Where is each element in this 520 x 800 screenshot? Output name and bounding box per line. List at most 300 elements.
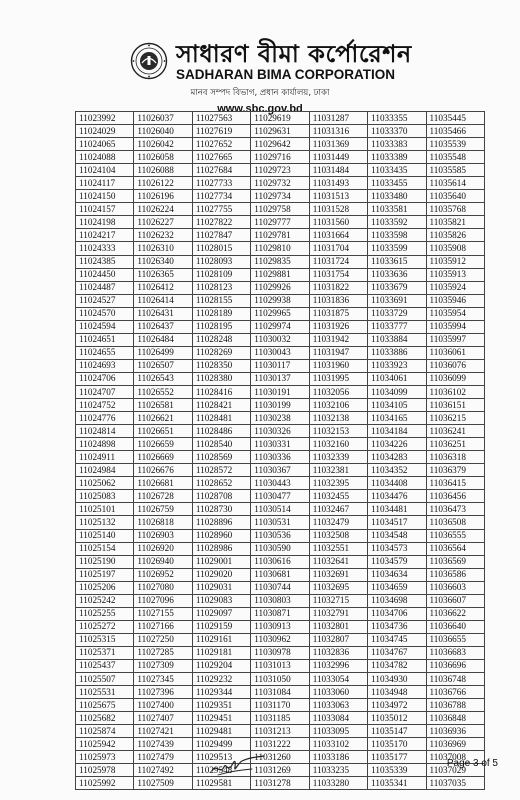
roll-number-cell: 11024706 xyxy=(76,372,134,385)
roll-number-cell: 11027250 xyxy=(134,633,192,646)
roll-number-cell: 11031084 xyxy=(251,686,309,699)
roll-number-cell: 11026412 xyxy=(134,281,192,294)
roll-number-cell: 11035339 xyxy=(368,764,426,777)
roll-number-cell: 11026759 xyxy=(134,503,192,516)
roll-number-cell: 11031050 xyxy=(251,673,309,686)
roll-number-cell: 11035768 xyxy=(426,203,484,216)
roll-number-cell: 11028015 xyxy=(192,242,250,255)
website-url: www.sbc.gov.bd xyxy=(217,103,303,115)
roll-number-cell: 11036415 xyxy=(426,477,484,490)
roll-number-cell: 11036564 xyxy=(426,542,484,555)
roll-number-cell: 11024450 xyxy=(76,268,134,281)
roll-number-cell: 11027492 xyxy=(134,764,192,777)
roll-number-cell: 11033054 xyxy=(309,673,367,686)
roll-number-cell: 11031995 xyxy=(309,372,367,385)
roll-number-cell: 11033480 xyxy=(368,190,426,203)
roll-number-cell: 11032715 xyxy=(309,594,367,607)
roll-number-cell: 11034517 xyxy=(368,516,426,529)
roll-number-cell: 11036586 xyxy=(426,568,484,581)
roll-number-cell: 11031170 xyxy=(251,699,309,712)
roll-number-cell: 11031724 xyxy=(309,255,367,268)
table-row xyxy=(76,307,485,320)
roll-number-cell: 11027479 xyxy=(134,751,192,764)
roll-number-cell: 11026552 xyxy=(134,385,192,398)
roll-number-cell: 11028093 xyxy=(192,255,250,268)
roll-number-cell: 11024217 xyxy=(76,229,134,242)
roll-number-cell: 11029204 xyxy=(192,659,250,672)
roll-number-cell: 11036076 xyxy=(426,359,484,372)
roll-number-cell: 11026621 xyxy=(134,412,192,425)
roll-number-cell: 11033581 xyxy=(368,203,426,216)
table-row xyxy=(76,438,485,451)
roll-number-cell: 11032807 xyxy=(309,633,367,646)
roll-number-cell: 11027665 xyxy=(192,151,250,164)
roll-number-cell: 11025973 xyxy=(76,751,134,764)
roll-number-cell: 11033886 xyxy=(368,346,426,359)
roll-number-cell: 11030326 xyxy=(251,425,309,438)
roll-number-cell: 11029781 xyxy=(251,229,309,242)
roll-number-cell: 11028421 xyxy=(192,399,250,412)
roll-number-cell: 11026484 xyxy=(134,333,192,346)
roll-number-cell: 11030191 xyxy=(251,385,309,398)
roll-number-cell: 11024157 xyxy=(76,203,134,216)
roll-number-cell: 11036473 xyxy=(426,503,484,516)
roll-number-cell: 11031947 xyxy=(309,346,367,359)
roll-number-cell: 11033598 xyxy=(368,229,426,242)
roll-number-cell: 11025315 xyxy=(76,633,134,646)
roll-number-cell: 11025531 xyxy=(76,686,134,699)
roll-number-cell: 11033355 xyxy=(368,112,426,125)
roll-number-cell: 11035012 xyxy=(368,712,426,725)
roll-number-cell: 11028380 xyxy=(192,372,250,385)
roll-number-cell: 11031664 xyxy=(309,229,367,242)
roll-number-cell: 11029974 xyxy=(251,320,309,333)
roll-number-cell: 11024984 xyxy=(76,464,134,477)
roll-number-cell: 11031369 xyxy=(309,138,367,151)
roll-number-cell: 11032138 xyxy=(309,412,367,425)
table-row xyxy=(76,151,485,164)
roll-number-cell: 11024776 xyxy=(76,412,134,425)
roll-number-cell: 11030331 xyxy=(251,438,309,451)
roll-number-cell: 11029083 xyxy=(192,594,250,607)
roll-number-cell: 11029020 xyxy=(192,568,250,581)
roll-number-cell: 11030871 xyxy=(251,607,309,620)
roll-number-cell: 11031013 xyxy=(251,659,309,672)
roll-number-cell: 11035177 xyxy=(368,751,426,764)
roll-number-cell: 11026499 xyxy=(134,346,192,359)
roll-number-cell: 11024655 xyxy=(76,346,134,359)
roll-number-cell: 11026042 xyxy=(134,138,192,151)
roll-number-cell: 11032160 xyxy=(309,438,367,451)
roll-number-cell: 11030032 xyxy=(251,333,309,346)
roll-number-cell: 11027733 xyxy=(192,177,250,190)
table-row xyxy=(76,659,485,672)
roll-number-cell: 11025255 xyxy=(76,607,134,620)
roll-number-cell: 11030803 xyxy=(251,594,309,607)
table-row xyxy=(76,555,485,568)
sbc-seal-icon xyxy=(130,42,168,80)
roll-number-cell: 11027400 xyxy=(134,699,192,712)
table-row xyxy=(76,385,485,398)
roll-number-cell: 11030443 xyxy=(251,477,309,490)
roll-number-cell: 11031269 xyxy=(251,764,309,777)
roll-number-cell: 11026196 xyxy=(134,190,192,203)
roll-number-cell: 11036696 xyxy=(426,659,484,672)
roll-number-cell: 11029232 xyxy=(192,673,250,686)
roll-number-cell: 11024117 xyxy=(76,177,134,190)
roll-number-cell: 11027652 xyxy=(192,138,250,151)
roll-number-cell: 11030238 xyxy=(251,412,309,425)
roll-number-cell: 11031822 xyxy=(309,281,367,294)
roll-number-cell: 11036655 xyxy=(426,633,484,646)
roll-number-cell: 11032996 xyxy=(309,659,367,672)
roll-number-cell: 11033777 xyxy=(368,320,426,333)
table-row xyxy=(76,359,485,372)
roll-number-cell: 11029001 xyxy=(192,555,250,568)
roll-number-table-body xyxy=(76,112,485,790)
table-row xyxy=(76,516,485,529)
roll-number-cell: 11034408 xyxy=(368,477,426,490)
roll-number-cell: 11029451 xyxy=(192,712,250,725)
roll-number-cell: 11024065 xyxy=(76,138,134,151)
roll-number-cell: 11033679 xyxy=(368,281,426,294)
roll-number-cell: 11029344 xyxy=(192,686,250,699)
table-row xyxy=(76,581,485,594)
roll-number-cell: 11031213 xyxy=(251,725,309,738)
roll-number-cell: 11033102 xyxy=(309,738,367,751)
roll-number-cell: 11026037 xyxy=(134,112,192,125)
roll-number-cell: 11034184 xyxy=(368,425,426,438)
roll-number-cell: 11033636 xyxy=(368,268,426,281)
roll-number-cell: 11034283 xyxy=(368,451,426,464)
roll-number-cell: 11031493 xyxy=(309,177,367,190)
roll-number-cell: 11033186 xyxy=(309,751,367,764)
roll-number-cell: 11033063 xyxy=(309,699,367,712)
roll-number-cell: 11034548 xyxy=(368,529,426,542)
roll-number-cell: 11027309 xyxy=(134,659,192,672)
roll-number-cell: 11025942 xyxy=(76,738,134,751)
roll-number-cell: 11032395 xyxy=(309,477,367,490)
roll-number-cell: 11024104 xyxy=(76,164,134,177)
roll-number-cell: 11034099 xyxy=(368,385,426,398)
roll-number-table xyxy=(75,111,485,790)
roll-number-cell: 11027755 xyxy=(192,203,250,216)
roll-number-cell: 11031926 xyxy=(309,320,367,333)
roll-number-cell: 11029499 xyxy=(192,738,250,751)
roll-number-cell: 11024707 xyxy=(76,385,134,398)
roll-number-cell: 11026952 xyxy=(134,568,192,581)
roll-number-cell: 11031449 xyxy=(309,151,367,164)
roll-number-cell: 11036788 xyxy=(426,699,484,712)
roll-number-cell: 11036379 xyxy=(426,464,484,477)
roll-number-cell: 11024651 xyxy=(76,333,134,346)
roll-number-cell: 11024570 xyxy=(76,307,134,320)
roll-number-cell: 11029481 xyxy=(192,725,250,738)
roll-number-cell: 11036215 xyxy=(426,412,484,425)
roll-number-cell: 11033060 xyxy=(309,686,367,699)
roll-number-cell: 11029619 xyxy=(251,112,309,125)
table-row xyxy=(76,646,485,659)
roll-number-cell: 11026310 xyxy=(134,242,192,255)
roll-number-cell: 11025206 xyxy=(76,581,134,594)
roll-number-cell: 11036151 xyxy=(426,399,484,412)
table-row xyxy=(76,751,485,764)
roll-number-cell: 11035821 xyxy=(426,216,484,229)
roll-number-cell: 11032508 xyxy=(309,529,367,542)
roll-number-cell: 11026365 xyxy=(134,268,192,281)
roll-number-cell: 11035548 xyxy=(426,151,484,164)
roll-number-cell: 11035946 xyxy=(426,294,484,307)
roll-number-cell: 11032641 xyxy=(309,555,367,568)
roll-number-cell: 11029810 xyxy=(251,242,309,255)
roll-number-cell: 11026224 xyxy=(134,203,192,216)
table-row xyxy=(76,294,485,307)
roll-number-cell: 11027407 xyxy=(134,712,192,725)
roll-number-cell: 11024198 xyxy=(76,216,134,229)
roll-number-cell: 11035539 xyxy=(426,138,484,151)
roll-number-cell: 11026058 xyxy=(134,151,192,164)
roll-number-cell: 11031278 xyxy=(251,777,309,790)
table-row xyxy=(76,112,485,125)
roll-number-cell: 11026651 xyxy=(134,425,192,438)
roll-number-cell: 11029732 xyxy=(251,177,309,190)
roll-number-cell: 11030199 xyxy=(251,399,309,412)
roll-number-cell: 11036456 xyxy=(426,490,484,503)
table-row xyxy=(76,568,485,581)
roll-number-cell: 11026940 xyxy=(134,555,192,568)
table-row xyxy=(76,777,485,790)
page-number: Page 3 of 5 xyxy=(446,758,498,769)
roll-number-cell: 11024752 xyxy=(76,399,134,412)
roll-number-cell: 11031222 xyxy=(251,738,309,751)
roll-number-cell: 11032801 xyxy=(309,620,367,633)
table-row xyxy=(76,620,485,633)
roll-number-cell: 11032467 xyxy=(309,503,367,516)
roll-number-cell: 11030978 xyxy=(251,646,309,659)
roll-number-cell: 11026659 xyxy=(134,438,192,451)
roll-number-cell: 11033095 xyxy=(309,725,367,738)
roll-number-cell: 11031704 xyxy=(309,242,367,255)
roll-number-cell: 11027080 xyxy=(134,581,192,594)
roll-number-cell: 11029926 xyxy=(251,281,309,294)
roll-number-cell: 11028155 xyxy=(192,294,250,307)
table-row xyxy=(76,686,485,699)
roll-number-cell: 11036748 xyxy=(426,673,484,686)
roll-number-cell: 11034226 xyxy=(368,438,426,451)
roll-number-cell: 11036099 xyxy=(426,372,484,385)
roll-number-cell: 11031185 xyxy=(251,712,309,725)
roll-number-cell: 11030962 xyxy=(251,633,309,646)
roll-number-cell: 11036622 xyxy=(426,607,484,620)
roll-number-cell: 11025132 xyxy=(76,516,134,529)
roll-number-cell: 11027155 xyxy=(134,607,192,620)
roll-number-cell: 11035445 xyxy=(426,112,484,125)
roll-number-cell: 11026088 xyxy=(134,164,192,177)
roll-number-cell: 11032791 xyxy=(309,607,367,620)
roll-number-cell: 11031836 xyxy=(309,294,367,307)
table-row xyxy=(76,138,485,151)
roll-number-cell: 11027563 xyxy=(192,112,250,125)
roll-number-cell: 11027684 xyxy=(192,164,250,177)
roll-number-cell: 11036640 xyxy=(426,620,484,633)
roll-number-cell: 11025978 xyxy=(76,764,134,777)
roll-number-cell: 11025272 xyxy=(76,620,134,633)
roll-number-cell: 11026227 xyxy=(134,216,192,229)
roll-number-cell: 11036251 xyxy=(426,438,484,451)
roll-number-cell: 11024527 xyxy=(76,294,134,307)
roll-number-cell: 11027734 xyxy=(192,190,250,203)
roll-number-cell: 11034476 xyxy=(368,490,426,503)
roll-number-cell: 11031513 xyxy=(309,190,367,203)
roll-number-cell: 11034698 xyxy=(368,594,426,607)
roll-number-cell: 11029159 xyxy=(192,620,250,633)
table-row xyxy=(76,673,485,686)
roll-number-cell: 11036766 xyxy=(426,686,484,699)
roll-number-cell: 11028730 xyxy=(192,503,250,516)
roll-number-cell: 11035954 xyxy=(426,307,484,320)
roll-number-cell: 11027847 xyxy=(192,229,250,242)
roll-number-cell: 11025682 xyxy=(76,712,134,725)
department-line: মানব সম্পদ বিভাগ, প্রধান কার্যালয়, ঢাকা xyxy=(190,88,330,98)
roll-number-cell: 11026818 xyxy=(134,516,192,529)
roll-number-cell: 11024487 xyxy=(76,281,134,294)
roll-number-cell: 11029161 xyxy=(192,633,250,646)
table-row xyxy=(76,412,485,425)
table-row xyxy=(76,542,485,555)
roll-number-cell: 11023992 xyxy=(76,112,134,125)
roll-number-cell: 11036603 xyxy=(426,581,484,594)
roll-number-cell: 11025101 xyxy=(76,503,134,516)
table-row xyxy=(76,320,485,333)
table-row xyxy=(76,764,485,777)
roll-number-cell: 11033729 xyxy=(368,307,426,320)
roll-number-cell: 11035640 xyxy=(426,190,484,203)
table-row xyxy=(76,529,485,542)
table-row xyxy=(76,242,485,255)
roll-number-cell: 11027822 xyxy=(192,216,250,229)
roll-number-cell: 11033599 xyxy=(368,242,426,255)
roll-number-cell: 11024814 xyxy=(76,425,134,438)
org-name-english: SADHARAN BIMA CORPORATION xyxy=(176,67,395,82)
table-row xyxy=(76,268,485,281)
roll-number-cell: 11033435 xyxy=(368,164,426,177)
roll-number-cell: 11027421 xyxy=(134,725,192,738)
roll-number-cell: 11033280 xyxy=(309,777,367,790)
roll-number-cell: 11024088 xyxy=(76,151,134,164)
roll-number-cell: 11029734 xyxy=(251,190,309,203)
roll-number-cell: 11027619 xyxy=(192,125,250,138)
roll-number-cell: 11027396 xyxy=(134,686,192,699)
roll-number-cell: 11025190 xyxy=(76,555,134,568)
roll-number-cell: 11033235 xyxy=(309,764,367,777)
table-row xyxy=(76,503,485,516)
roll-number-cell: 11030913 xyxy=(251,620,309,633)
table-row xyxy=(76,190,485,203)
roll-number-cell: 11030681 xyxy=(251,568,309,581)
table-row xyxy=(76,594,485,607)
roll-number-cell: 11029351 xyxy=(192,699,250,712)
roll-number-cell: 11029758 xyxy=(251,203,309,216)
roll-number-cell: 11029642 xyxy=(251,138,309,151)
roll-number-cell: 11024594 xyxy=(76,320,134,333)
roll-number-cell: 11029835 xyxy=(251,255,309,268)
roll-number-cell: 11035997 xyxy=(426,333,484,346)
roll-number-cell: 11026669 xyxy=(134,451,192,464)
roll-number-cell: 11034579 xyxy=(368,555,426,568)
roll-number-cell: 11024333 xyxy=(76,242,134,255)
roll-number-cell: 11036555 xyxy=(426,529,484,542)
roll-number-cell: 11028109 xyxy=(192,268,250,281)
roll-number-cell: 11035170 xyxy=(368,738,426,751)
roll-number-cell: 11029548 xyxy=(192,764,250,777)
roll-number-cell: 11024029 xyxy=(76,125,134,138)
roll-number-cell: 11034634 xyxy=(368,568,426,581)
roll-number-cell: 11028269 xyxy=(192,346,250,359)
roll-number-cell: 11027285 xyxy=(134,646,192,659)
roll-number-cell: 11032106 xyxy=(309,399,367,412)
roll-number-cell: 11029777 xyxy=(251,216,309,229)
roll-number-cell: 11032056 xyxy=(309,385,367,398)
roll-number-cell: 11030514 xyxy=(251,503,309,516)
roll-number-cell: 11031528 xyxy=(309,203,367,216)
roll-number-cell: 11024693 xyxy=(76,359,134,372)
table-row xyxy=(76,464,485,477)
roll-number-cell: 11032339 xyxy=(309,451,367,464)
roll-number-cell: 11033592 xyxy=(368,216,426,229)
table-row xyxy=(76,281,485,294)
roll-number-cell: 11027345 xyxy=(134,673,192,686)
roll-number-cell: 11035585 xyxy=(426,164,484,177)
roll-number-cell: 11035913 xyxy=(426,268,484,281)
roll-number-cell: 11031560 xyxy=(309,216,367,229)
roll-number-cell: 11024898 xyxy=(76,438,134,451)
roll-number-cell: 11026728 xyxy=(134,490,192,503)
table-row xyxy=(76,425,485,438)
roll-number-cell: 11036969 xyxy=(426,738,484,751)
table-row xyxy=(76,203,485,216)
roll-number-cell: 11025242 xyxy=(76,594,134,607)
roll-number-cell: 11032836 xyxy=(309,646,367,659)
table-row xyxy=(76,372,485,385)
table-row xyxy=(76,216,485,229)
roll-number-cell: 11028986 xyxy=(192,542,250,555)
roll-number-cell: 11028569 xyxy=(192,451,250,464)
table-row xyxy=(76,177,485,190)
roll-number-cell: 11036508 xyxy=(426,516,484,529)
table-row xyxy=(76,725,485,738)
roll-number-cell: 11026507 xyxy=(134,359,192,372)
roll-number-cell: 11025437 xyxy=(76,659,134,672)
roll-number-cell: 11032455 xyxy=(309,490,367,503)
roll-number-cell: 11033884 xyxy=(368,333,426,346)
table-row xyxy=(76,712,485,725)
roll-number-cell: 11032479 xyxy=(309,516,367,529)
roll-number-cell: 11034352 xyxy=(368,464,426,477)
roll-number-cell: 11025992 xyxy=(76,777,134,790)
roll-number-cell: 11025062 xyxy=(76,477,134,490)
roll-number-cell: 11034706 xyxy=(368,607,426,620)
roll-number-cell: 11034745 xyxy=(368,633,426,646)
roll-number-cell: 11027166 xyxy=(134,620,192,633)
roll-number-cell: 11028123 xyxy=(192,281,250,294)
roll-number-cell: 11027509 xyxy=(134,777,192,790)
roll-number-cell: 11028248 xyxy=(192,333,250,346)
roll-number-cell: 11034105 xyxy=(368,399,426,412)
roll-number-cell: 11029965 xyxy=(251,307,309,320)
roll-number-cell: 11025874 xyxy=(76,725,134,738)
roll-number-cell: 11035341 xyxy=(368,777,426,790)
roll-number-cell: 11036241 xyxy=(426,425,484,438)
